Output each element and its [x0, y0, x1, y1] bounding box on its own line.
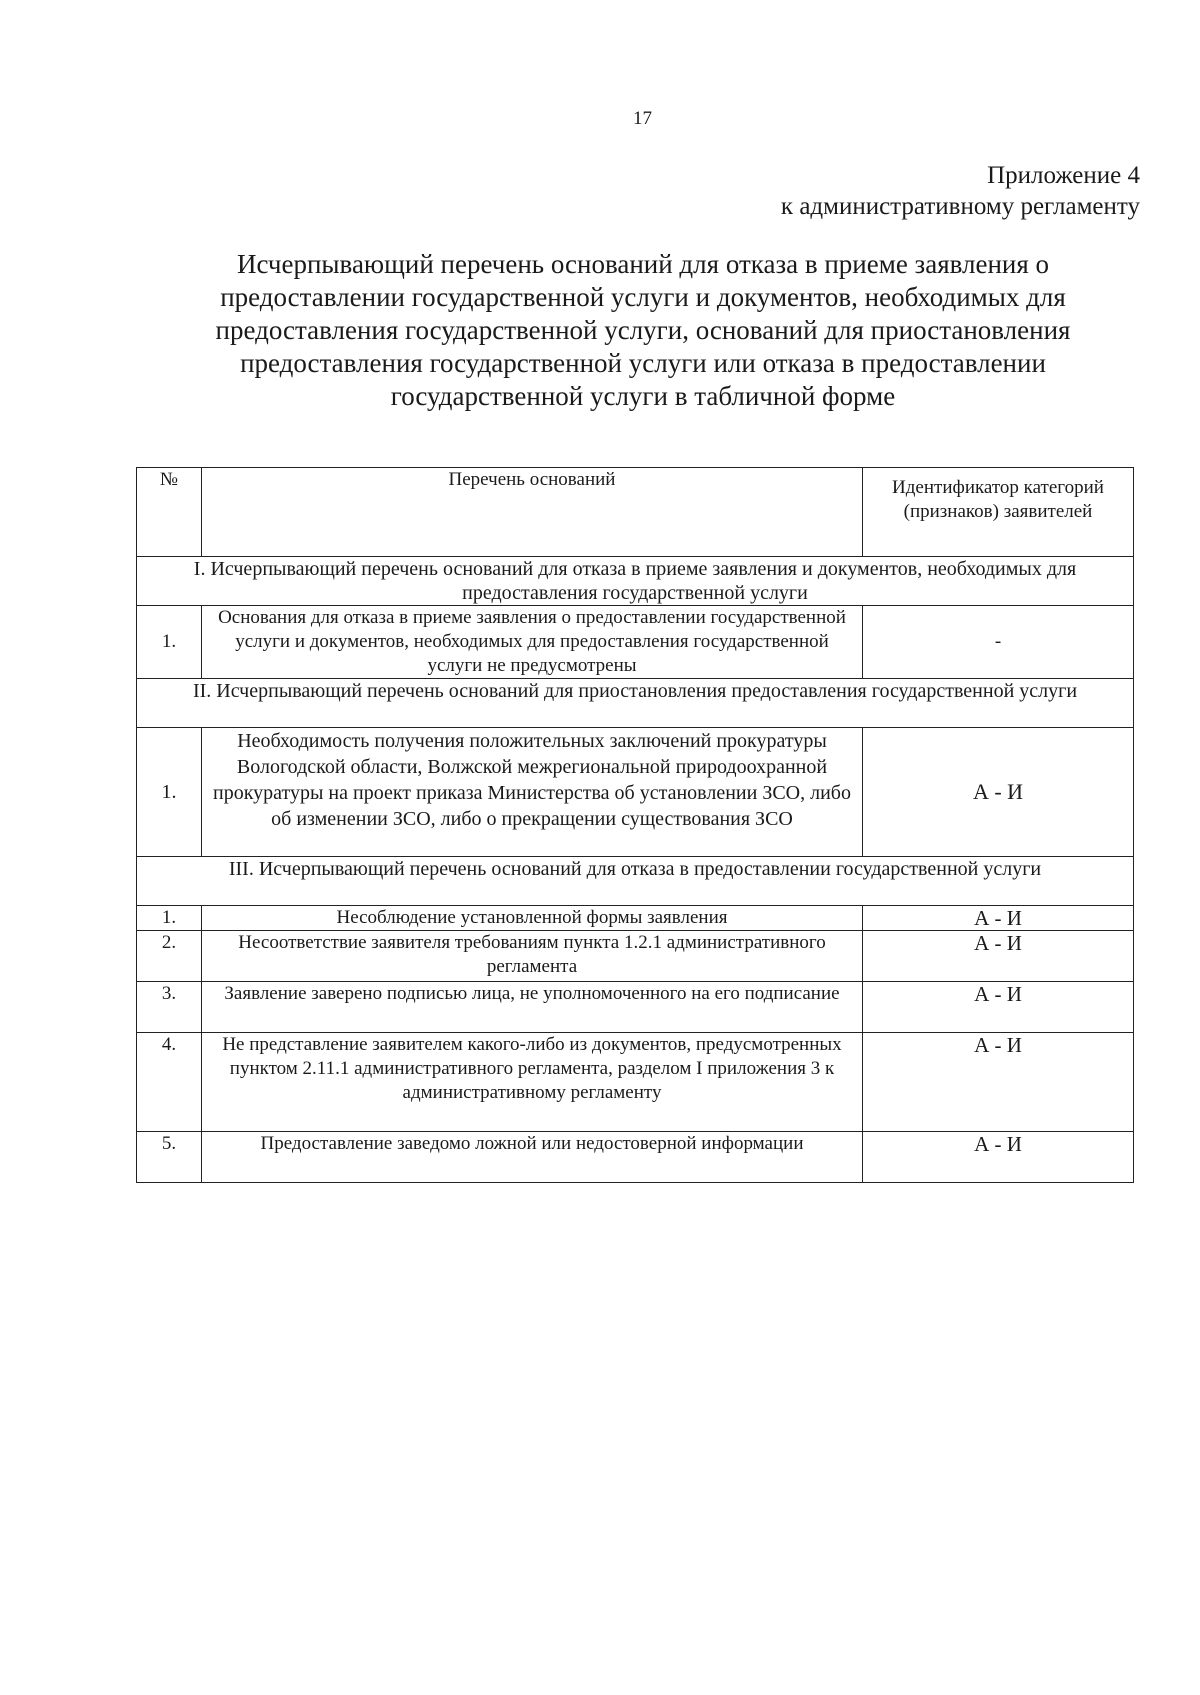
row-number: 2.	[137, 931, 202, 982]
row-identifier: А - И	[863, 982, 1134, 1033]
title-line: предоставления государственной услуги или отказа в предоставлении	[240, 348, 1046, 378]
section-title: II. Исчерпывающий перечень оснований для приостановления предоставления государственной услуги	[137, 679, 1134, 728]
header-identifier: Идентификатор категорий (признаков) заявителей	[863, 468, 1134, 557]
table-row	[137, 931, 1134, 982]
section-row	[137, 557, 1134, 606]
table-header-row	[137, 468, 1134, 557]
row-text: Основания для отказа в приеме заявления о предоставлении государственной услуги и документов, необходимых для предоставления государственной услуги не предусмотрены	[202, 606, 863, 679]
row-identifier: А - И	[863, 906, 1134, 931]
row-text: Несоблюдение установленной формы заявления	[202, 906, 863, 931]
section-title: III. Исчерпывающий перечень оснований для отказа в предоставлении государственной услуги	[137, 857, 1134, 906]
row-number: 1.	[137, 906, 202, 931]
row-number: 3.	[137, 982, 202, 1033]
page-number: 17	[633, 108, 652, 129]
table-row	[137, 606, 1134, 679]
table-row	[137, 1132, 1134, 1183]
row-identifier: А - И	[863, 728, 1134, 857]
row-number: 1.	[137, 728, 202, 857]
section-row	[137, 857, 1134, 906]
section-row	[137, 679, 1134, 728]
row-identifier: А - И	[863, 1033, 1134, 1132]
row-text: Заявление заверено подписью лица, не уполномоченного на его подписание	[202, 982, 863, 1033]
table-row	[137, 1033, 1134, 1132]
title-line: предоставления государственной услуги, оснований для приостановления	[215, 315, 1071, 345]
row-number: 4.	[137, 1033, 202, 1132]
header-grounds: Перечень оснований	[202, 468, 863, 557]
appendix-regulation: к административному регламенту	[780, 193, 1140, 220]
table-row	[137, 728, 1134, 857]
row-number: 5.	[137, 1132, 202, 1183]
row-identifier: А - И	[863, 1132, 1134, 1183]
appendix-label: Приложение 4	[987, 162, 1140, 189]
title-line: государственной услуги в табличной форме	[390, 381, 896, 411]
row-text: Необходимость получения положительных заключений прокуратуры Вологодской области, Волжской межрегиональной природоохранной прокуратуры на проект приказа Министерства об установлении ЗСО, либо об изменении ЗСО, либо о прекращении существования ЗСО	[202, 728, 863, 857]
document-title	[190, 248, 1096, 413]
appendix-reference	[781, 160, 1140, 222]
table-row	[137, 982, 1134, 1033]
grounds-table	[136, 467, 1134, 1183]
row-text: Не представление заявителем какого-либо из документов, предусмотренных пунктом 2.11.1 административного регламента, разделом I приложения 3 к административному регламенту	[202, 1033, 863, 1132]
title-line: Исчерпывающий перечень оснований для отказа в приеме заявления о	[236, 249, 1050, 279]
row-text: Несоответствие заявителя требованиям пункта 1.2.1 административного регламента	[202, 931, 863, 982]
table-row	[137, 906, 1134, 931]
row-text: Предоставление заведомо ложной или недостоверной информации	[202, 1132, 863, 1183]
row-identifier: А - И	[863, 931, 1134, 982]
row-number: 1.	[137, 606, 202, 679]
row-identifier: -	[863, 606, 1134, 679]
title-line: предоставлении государственной услуги и документов, необходимых для	[220, 282, 1066, 312]
header-number: №	[137, 468, 202, 557]
section-title: I. Исчерпывающий перечень оснований для отказа в приеме заявления и документов, необходимых для предоставления государственной услуги	[137, 557, 1134, 606]
